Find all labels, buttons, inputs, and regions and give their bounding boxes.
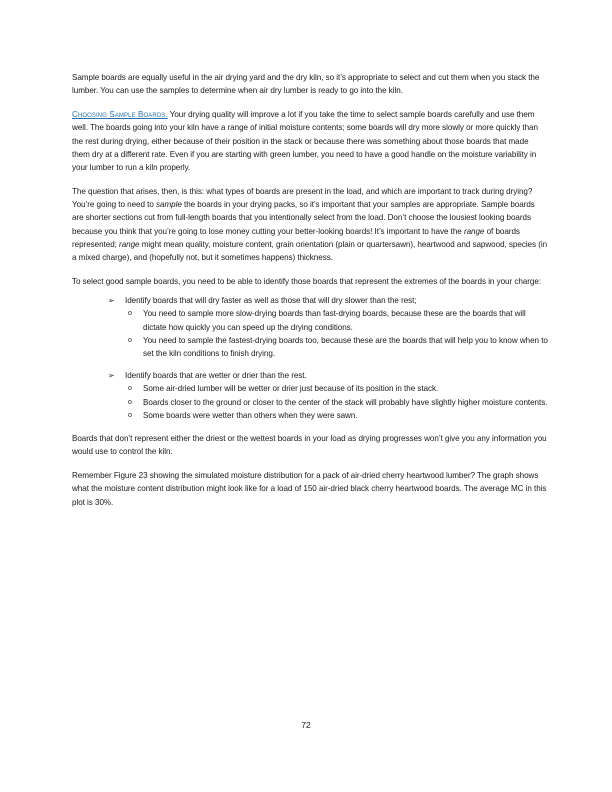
sub-bullet-item (125, 307, 548, 333)
sub-bullet-text: You need to sample more slow-drying boards than fast-drying boards, because these are the boards that will dictate how quickly you can speed up the drying conditions. (143, 309, 526, 332)
text-run: might mean quality, moisture content, grain orientation (plain or quartersawn), heartwood and sapwood, species (in a mixed charge), and (hopefully not, but it sometimes happens) thickness. (72, 239, 548, 263)
circle-bullet-icon: o (128, 385, 132, 393)
paragraph-figure-reference: Remember Figure 23 showing the simulated moisture distribution for a pack of air-dried cherry heartwood lumber? The graph shows what the moisture content distribution might look like for a load of 150 air-dried black cherry heartwood boards. The average MC in this plot is 30%. (72, 471, 547, 507)
sub-bullet-text: Some boards were wetter than others when they were sawn. (143, 410, 358, 420)
page-body (72, 71, 548, 520)
page-number: 72 (301, 720, 311, 730)
emphasis-sample: sample (156, 200, 182, 210)
sub-bullet-item (125, 382, 548, 395)
section-heading-choosing-sample-boards: Choosing Sample Boards. (72, 110, 168, 120)
paragraph-question (72, 185, 548, 264)
bullet-text: Identify boards that will dry faster as well as those that will dry slower than the rest; (125, 296, 417, 306)
bullet-item (72, 369, 548, 422)
bullet-text: Identify boards that are wetter or drier than the rest. (125, 371, 307, 381)
sub-bullet-text: Some air-dried lumber will be wetter or drier just because of its position in the stack. (143, 384, 439, 394)
sub-bullet-list (125, 307, 548, 360)
sub-bullet-item (125, 334, 548, 360)
sub-bullet-list (125, 382, 548, 422)
paragraph-text: Your drying quality will improve a lot if you take the time to select sample boards carefully and use them well. The boards going into your kiln have a range of initial moisture contents; some boards will dry more slowly or more quickly than the rest during drying, either because of their position in the stack or because there was something about those boards that made them dry at a different rate. Even if you are starting with green lumber, you need to have a good handle on the moisture variability in your lumber to run a kiln properly. (72, 110, 538, 173)
arrow-bullet-icon: ➢ (108, 371, 115, 381)
paragraph-intro: Sample boards are equally useful in the air drying yard and the dry kiln, so it’s appropriate to select and cut them when you stack the lumber. You can use the samples to determine when air dry lumber is ready to go into the kiln. (72, 73, 540, 96)
paragraph-select-intro: To select good sample boards, you need to be able to identify those boards that represent the extremes of the boards in your charge: (72, 277, 541, 287)
text-run: of boards represented; (72, 226, 520, 249)
circle-bullet-icon: o (128, 310, 132, 318)
emphasis-range: range (463, 226, 485, 236)
circle-bullet-icon: o (128, 411, 132, 419)
list-spacer (72, 360, 548, 369)
paragraph-choosing-sample-boards (72, 108, 548, 174)
sub-bullet-text: You need to sample the fastest-drying boards too, because these are the boards that will help you to know when to set the kiln conditions to finish drying. (143, 335, 548, 359)
circle-bullet-icon: o (128, 336, 132, 344)
emphasis-range: range (119, 239, 140, 249)
paragraph-non-representative: Boards that don’t represent either the driest or the wettest boards in your load as drying progresses won’t give you any information you would use to control the kiln. (72, 434, 547, 457)
sub-bullet-text: Boards closer to the ground or closer to the center of the stack will probably have slightly higher moisture contents. (143, 397, 548, 407)
arrow-bullet-icon: ➢ (108, 296, 115, 306)
bullet-list (72, 294, 548, 422)
bullet-item (72, 294, 548, 360)
sub-bullet-item (125, 396, 548, 409)
text-run: The question that arises, then, is this: what types of boards are present in the load, and which are important to track during drying? You’re going to need to (72, 187, 533, 210)
sub-bullet-item (125, 409, 548, 422)
circle-bullet-icon: o (128, 398, 132, 406)
text-run: the boards in your drying packs, so it’s important that your samples are appropriate. Sample boards are shorter sections cut from full-length boards that you intentionally select from the load. Don’t choose the lousiest looking boards because you think that you’re going to lose money cutting your better-looking boards! It’s important to have the (72, 200, 535, 236)
